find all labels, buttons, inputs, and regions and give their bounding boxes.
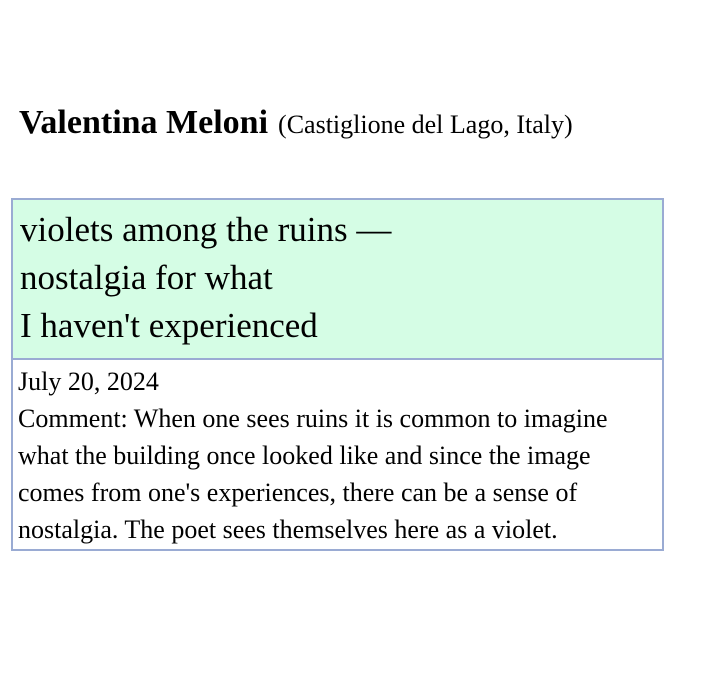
comment-text: Comment: When one sees ruins it is common to imagine what the building once looked like and since the image comes from one's experiences, there can be a sense of nostalgia. The poet sees themselves here as a violet.	[18, 404, 608, 544]
poem-line: violets among the ruins —	[20, 210, 392, 249]
poem-line: nostalgia for what	[20, 258, 273, 297]
author-location: (Castiglione del Lago, Italy)	[278, 110, 573, 139]
poem-line: I haven't experienced	[20, 306, 318, 345]
details-block	[13, 360, 662, 549]
author-name: Valentina Meloni	[19, 104, 269, 141]
author-header	[19, 104, 573, 142]
haiku-card	[11, 198, 664, 551]
poem-block	[13, 200, 662, 360]
publication-date: July 20, 2024	[18, 367, 159, 396]
